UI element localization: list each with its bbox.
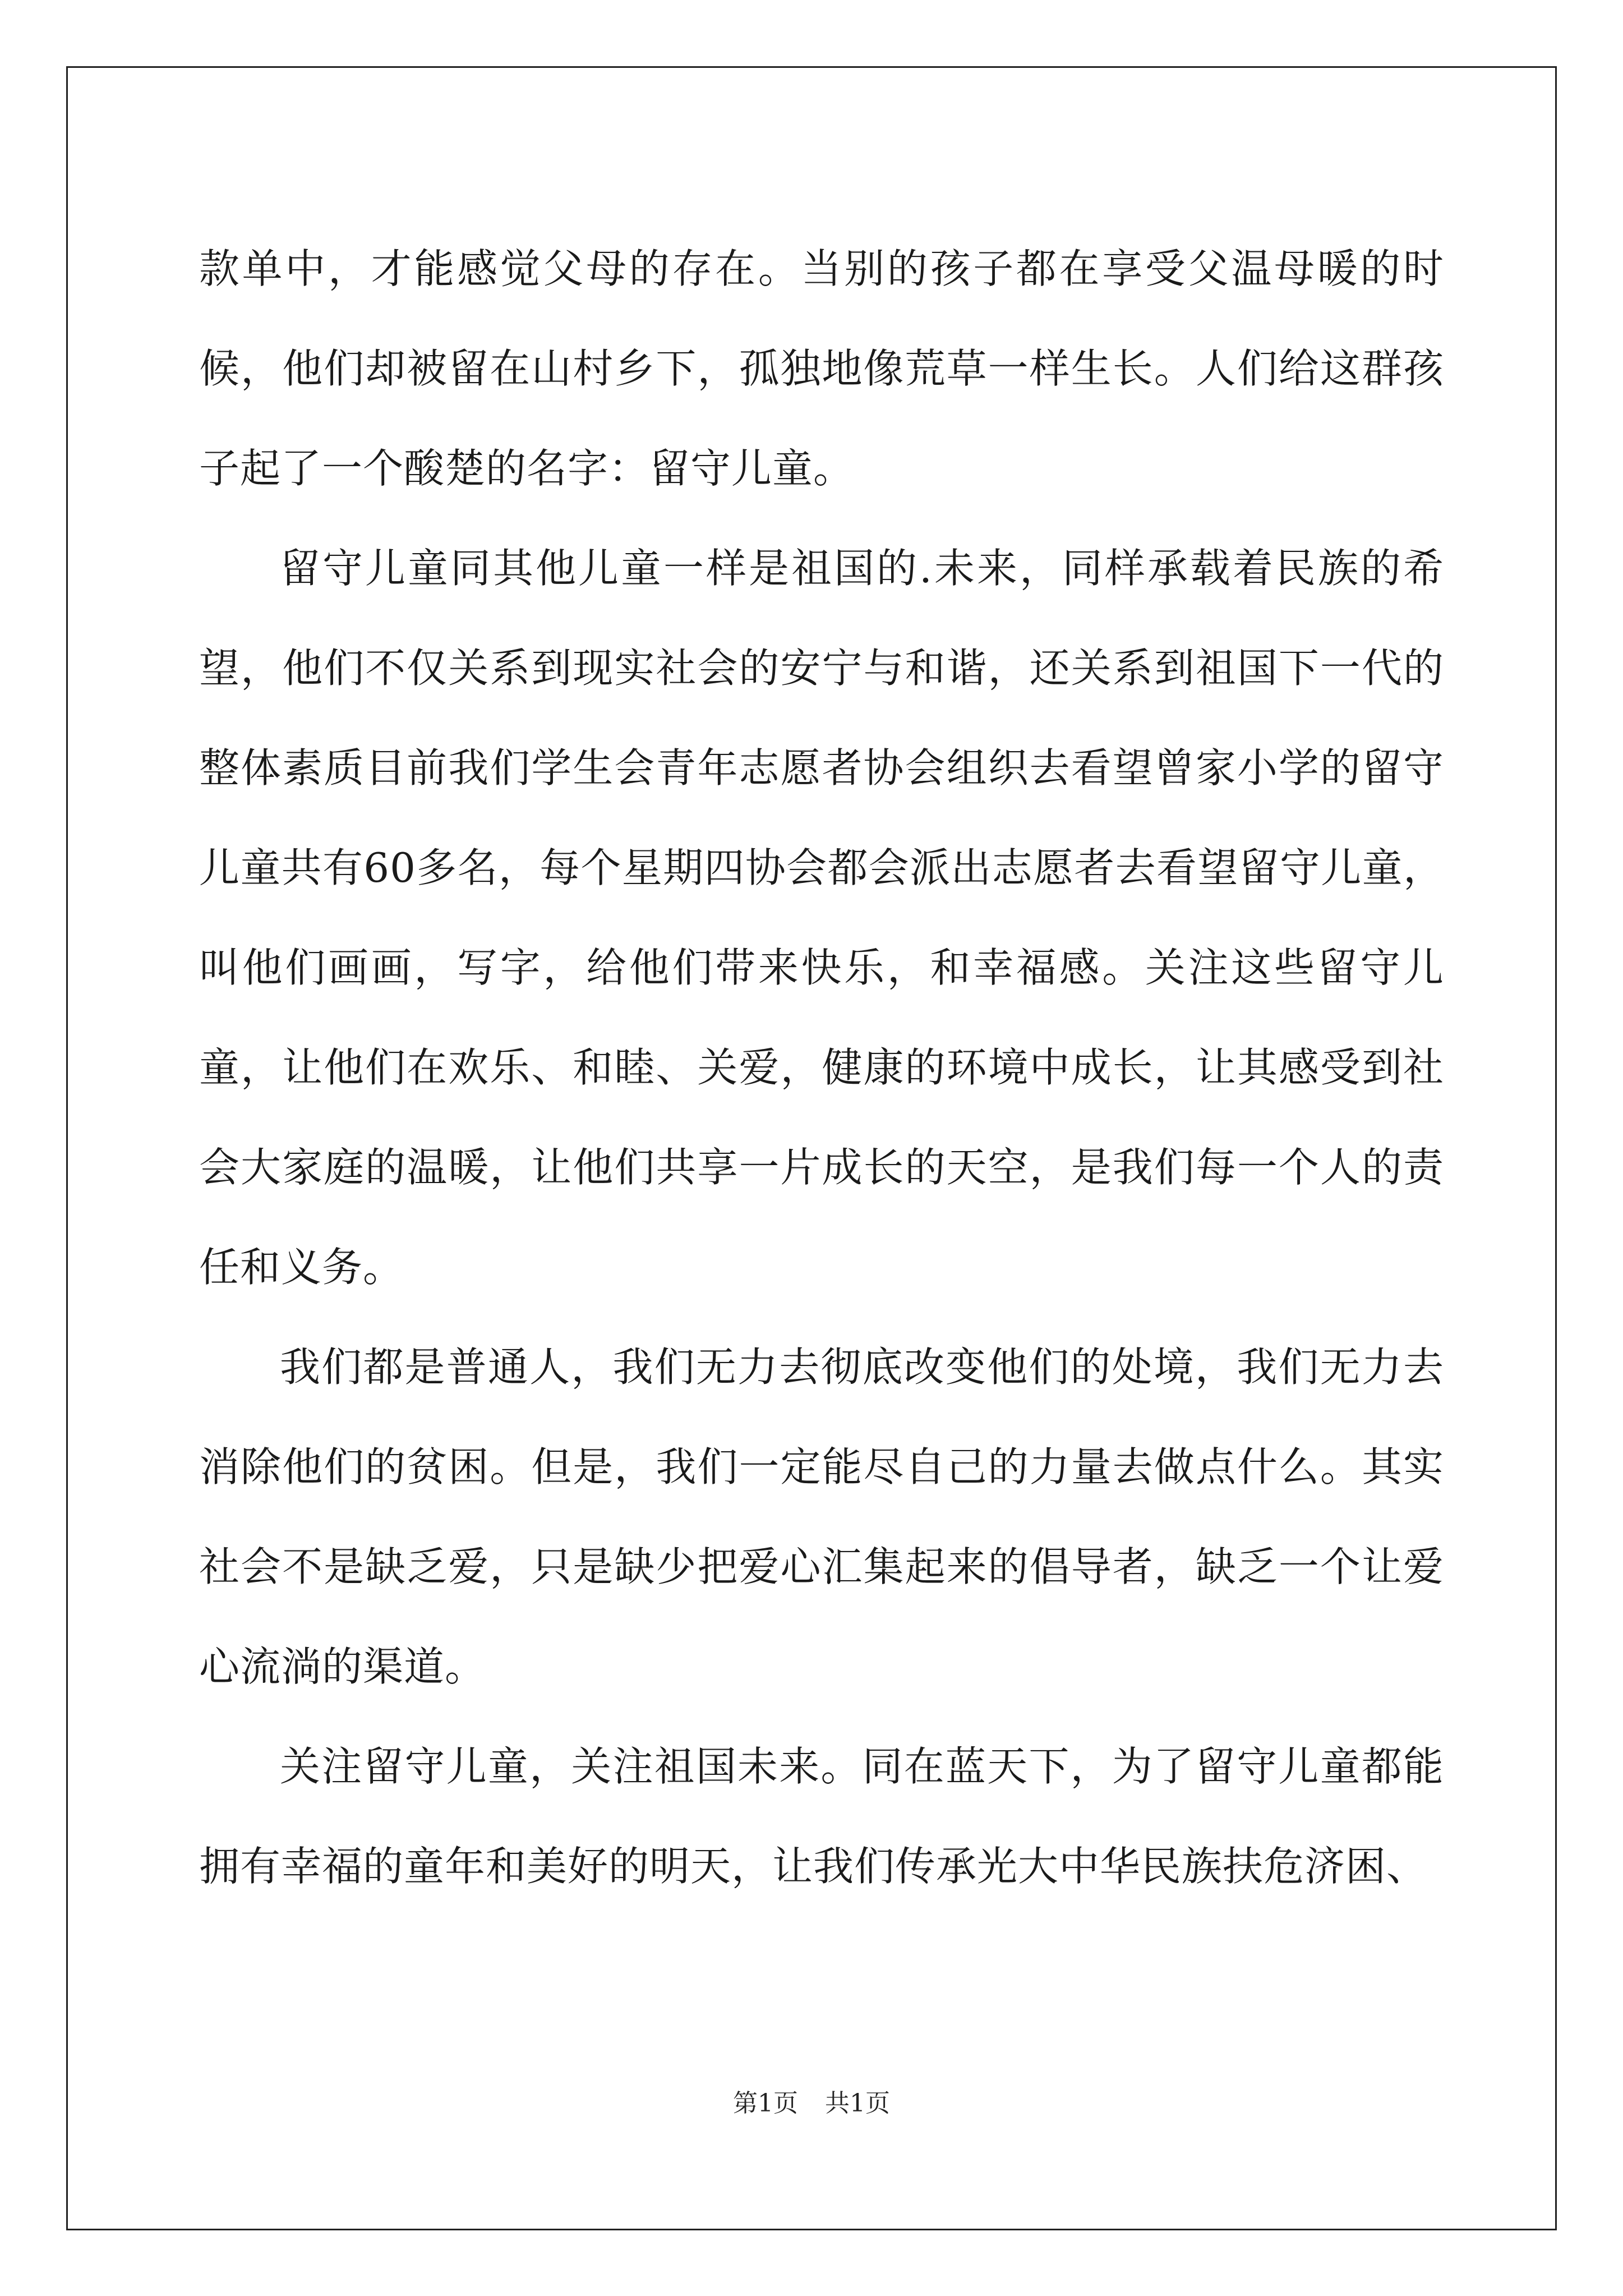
paragraph-4: 关注留守儿童，关注祖国未来。同在蓝天下，为了留守儿童都能拥有幸福的童年和美好的明天，让我们传承光大中华民族扶危济困、 <box>199 1743 1444 1890</box>
page-footer <box>0 2087 1623 2120</box>
paragraph-3: 我们都是普通人，我们无力去彻底改变他们的处境，我们无力去消除他们的贫困。但是，我们一定能尽自己的力量去做点什么。其实社会不是缺乏爱，只是缺少把爱心汇集起来的倡导者，缺乏一个让爱心流淌的渠道。 <box>199 1343 1444 1690</box>
document-body <box>199 219 1444 1916</box>
page-number-current: 第1页 <box>733 2089 798 2118</box>
paragraph-1: 款单中，才能感觉父母的存在。当别的孩子都在享受父温母暖的时候，他们却被留在山村乡下，孤独地像荒草一样生长。人们给这群孩子起了一个酸楚的名字：留守儿童。 <box>199 245 1444 492</box>
paragraph-2: 留守儿童同其他儿童一样是祖国的.未来，同样承载着民族的希望，他们不仅关系到现实社会的安宁与和谐，还关系到祖国下一代的整体素质目前我们学生会青年志愿者协会组织去看望曾家小学的留守儿童共有60多名，每个星期四协会都会派出志愿者去看望留守儿童，叫他们画画，写字，给他们带来快乐，和幸福感。关注这些留守儿童，让他们在欢乐、和睦、关爱，健康的环境中成长，让其感受到社会大家庭的温暖，让他们共享一片成长的天空，是我们每一个人的责任和义务。 <box>199 545 1444 1291</box>
page-number-total: 共1页 <box>825 2089 890 2118</box>
